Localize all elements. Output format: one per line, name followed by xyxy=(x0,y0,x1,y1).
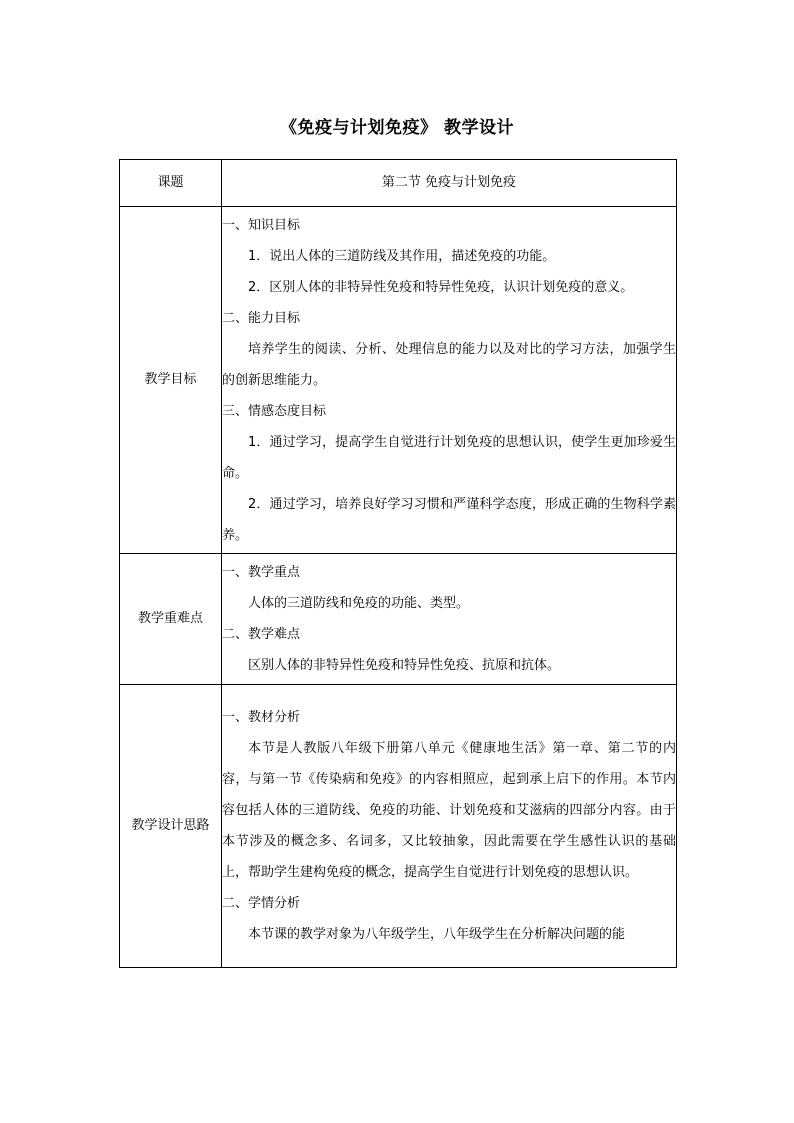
design-item: 本节是人教版八年级下册第八单元《健康地生活》第一章、第二节的内容，与第一节《传染病和免疫》的内容相照应，起到承上启下的作用。本节内容包括人体的三道防线、免疫的功能、计划免疫和艾滋病的四部分内容。由于本节涉及的概念多、名词多，又比较抽象，因此需要在学生感性认识的基础上，帮助学生建构免疫的概念，提高学生自觉进行计划免疫的思想认识。 xyxy=(222,741,676,880)
key-points-heading-focus: 一、教学重点 xyxy=(222,565,301,580)
topic-label: 课题 xyxy=(120,160,222,207)
goals-item: 1．通过学习，提高学生自觉进行计划免疫的思想认识，使学生更加珍爱生命。 xyxy=(222,434,676,481)
goals-item: 培养学生的阅读、分析、处理信息的能力以及对比的学习方法，加强学生的创新思维能力。 xyxy=(222,341,676,388)
key-points-label: 教学重难点 xyxy=(120,554,222,685)
table-row-design xyxy=(120,685,677,968)
lesson-plan-table xyxy=(119,159,677,968)
goals-item: 2．区别人体的非特异性免疫和特异性免疫，认识计划免疫的意义。 xyxy=(248,279,634,295)
goals-content xyxy=(222,207,677,554)
design-heading-textbook: 一、教材分析 xyxy=(222,710,301,725)
design-content xyxy=(222,685,677,968)
goals-label: 教学目标 xyxy=(120,207,222,554)
table-row-topic xyxy=(120,160,677,207)
table-row-key-points xyxy=(120,554,677,685)
design-item: 本节课的教学对象为八年级学生，八年级学生在分析解决问题的能 xyxy=(248,927,626,942)
goals-item: 2．通过学习，培养良好学习习惯和严谨科学态度，形成正确的生物科学素养。 xyxy=(222,496,676,543)
goals-item: 1．说出人体的三道防线及其作用，描述免疫的功能。 xyxy=(248,248,556,264)
key-points-item: 人体的三道防线和免疫的功能、类型。 xyxy=(248,596,470,611)
design-label: 教学设计思路 xyxy=(120,685,222,968)
topic-value: 第二节 免疫与计划免疫 xyxy=(222,160,677,207)
key-points-heading-difficulty: 二、教学难点 xyxy=(222,627,301,642)
goals-heading-ability: 二、能力目标 xyxy=(222,310,301,326)
goals-heading-knowledge: 一、知识目标 xyxy=(222,217,301,233)
document-title: 《免疫与计划免疫》 教学设计 xyxy=(280,118,514,138)
design-heading-students: 二、学情分析 xyxy=(222,896,301,911)
goals-heading-attitude: 三、情感态度目标 xyxy=(222,403,327,419)
table-row-goals xyxy=(120,207,677,554)
key-points-item: 区别人体的非特异性免疫和特异性免疫、抗原和抗体。 xyxy=(248,658,561,673)
key-points-content xyxy=(222,554,677,685)
